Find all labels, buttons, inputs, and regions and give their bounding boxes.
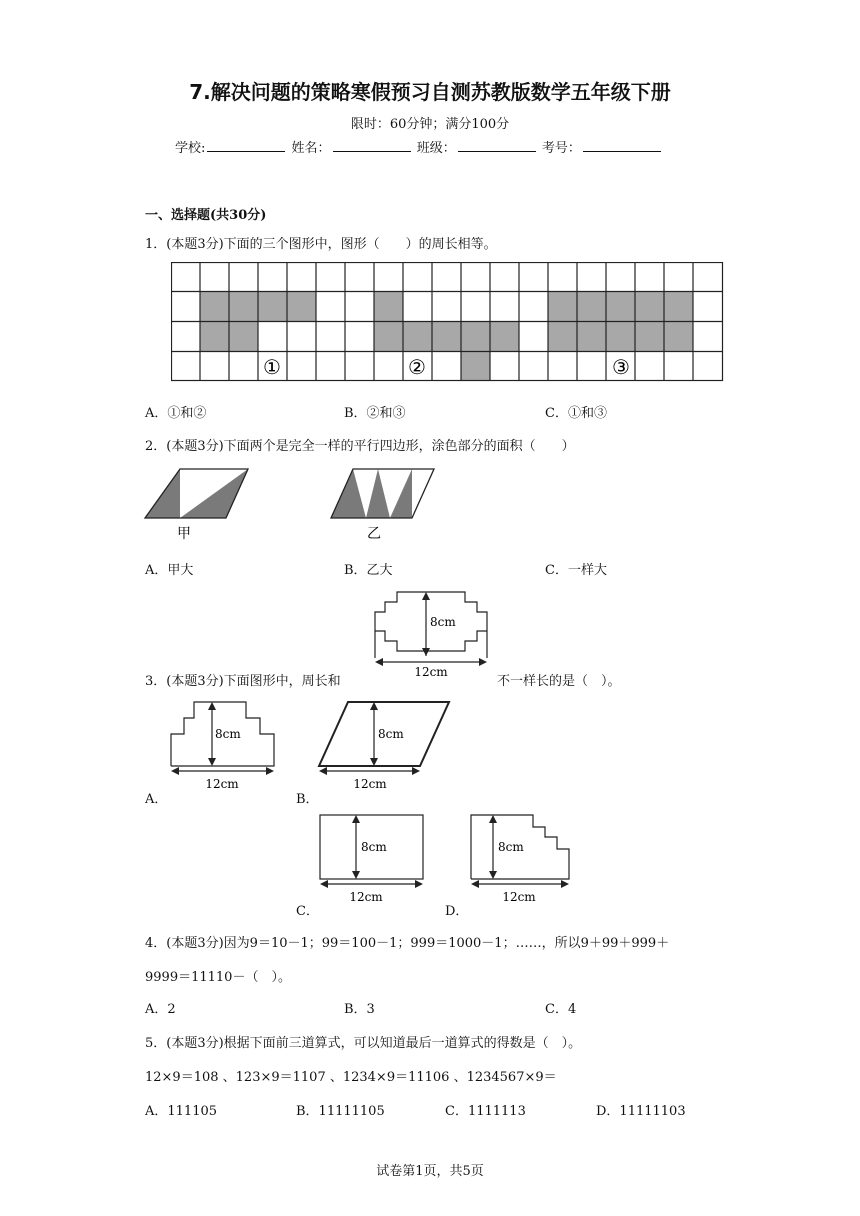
q5-equations: 12×9＝108 、123×9＝1107 、1234×9＝11106 、1234567×9＝ [145, 1070, 557, 1085]
q5-option-c[interactable]: C．1111113 [445, 1104, 526, 1119]
name-label: 姓名： [291, 141, 331, 156]
q4-stem-line2: 9999＝11110－（ ）。 [145, 970, 291, 985]
c-width-label: 12cm [349, 890, 383, 904]
exam-number-blank[interactable] [583, 139, 661, 152]
figure-label-3: ③ [612, 355, 630, 379]
q1-option-c[interactable]: C．①和③ [545, 406, 607, 421]
q5-option-d[interactable]: D．11111103 [596, 1104, 686, 1119]
q1-stem: 1．(本题3分)下面的三个图形中，图形（ ）的周长相等。 [145, 237, 497, 252]
d-width-label: 12cm [502, 890, 536, 904]
q4-stem-line1: 4．(本题3分)因为9＝10－1；99＝100－1；999＝1000－1；……，所以9＋99＋999＋ [145, 936, 670, 951]
q5-option-b[interactable]: B．11111105 [296, 1104, 385, 1119]
figure-label-2: ② [408, 355, 426, 379]
q4-option-c[interactable]: C．4 [545, 1002, 577, 1017]
figure-label-1: ① [263, 355, 281, 379]
page-title: 7.解决问题的策略寒假预习自测苏教版数学五年级下册 [189, 80, 671, 104]
q5-option-a[interactable]: A．111105 [145, 1104, 218, 1119]
a-height-label: 8cm [215, 727, 241, 741]
grid-lines [171, 262, 723, 381]
q3-option-b-label[interactable]: B． [296, 792, 319, 807]
q3-option-d-label[interactable]: D． [445, 904, 469, 919]
q1-grid-figure [171, 262, 725, 382]
exam-number-label: 考号： [541, 141, 581, 156]
parallelogram-yi [326, 466, 436, 544]
ref-height-label: 8cm [430, 615, 456, 629]
q2-option-c[interactable]: C．一样大 [545, 563, 607, 578]
page-footer: 试卷第1页，共5页 [376, 1164, 484, 1179]
q1-option-b[interactable]: B．②和③ [344, 406, 406, 421]
label-yi: 乙 [367, 526, 381, 542]
class-label: 班级： [416, 141, 456, 156]
q2-stem: 2．(本题3分)下面两个是完全一样的平行四边形，涂色部分的面积（ ） [145, 439, 575, 454]
q3-reference-figure [370, 586, 495, 678]
b-height-label: 8cm [378, 727, 404, 741]
q1-option-a[interactable]: A．①和② [145, 406, 207, 421]
a-width-label: 12cm [205, 777, 239, 791]
b-width-label: 12cm [353, 777, 387, 791]
q3-stem-part1: 3．(本题3分)下面图形中，周长和 [145, 674, 341, 689]
name-blank[interactable] [333, 139, 411, 152]
q3-option-d-figure[interactable] [465, 809, 580, 905]
school-blank[interactable] [207, 139, 285, 152]
c-height-label: 8cm [361, 840, 387, 854]
q3-option-b-figure[interactable] [314, 696, 454, 792]
q5-stem: 5．(本题3分)根据下面前三道算式，可以知道最后一道算式的得数是（ ）。 [145, 1036, 582, 1051]
d-height-label: 8cm [498, 840, 524, 854]
q3-option-c-figure[interactable] [314, 809, 429, 905]
q4-option-b[interactable]: B．3 [344, 1002, 375, 1017]
q2-option-b[interactable]: B．乙大 [344, 563, 393, 578]
q3-stem-part2: 不一样长的是（ ）。 [497, 674, 621, 689]
q3-option-a-label[interactable]: A． [145, 792, 168, 807]
school-label: 学校: [175, 141, 206, 156]
ref-width-label: 12cm [414, 665, 448, 678]
parallelogram-jia [140, 466, 250, 544]
section-heading: 一、选择题(共30分) [145, 208, 267, 223]
q2-option-a[interactable]: A．甲大 [145, 563, 194, 578]
class-blank[interactable] [458, 139, 536, 152]
time-limit: 限时：60分钟；满分100分 [350, 117, 510, 132]
q3-option-c-label[interactable]: C． [296, 904, 319, 919]
label-jia: 甲 [177, 526, 191, 542]
student-info-line [175, 137, 663, 156]
q4-option-a[interactable]: A．2 [145, 1002, 176, 1017]
q3-option-a-figure[interactable] [164, 696, 279, 792]
